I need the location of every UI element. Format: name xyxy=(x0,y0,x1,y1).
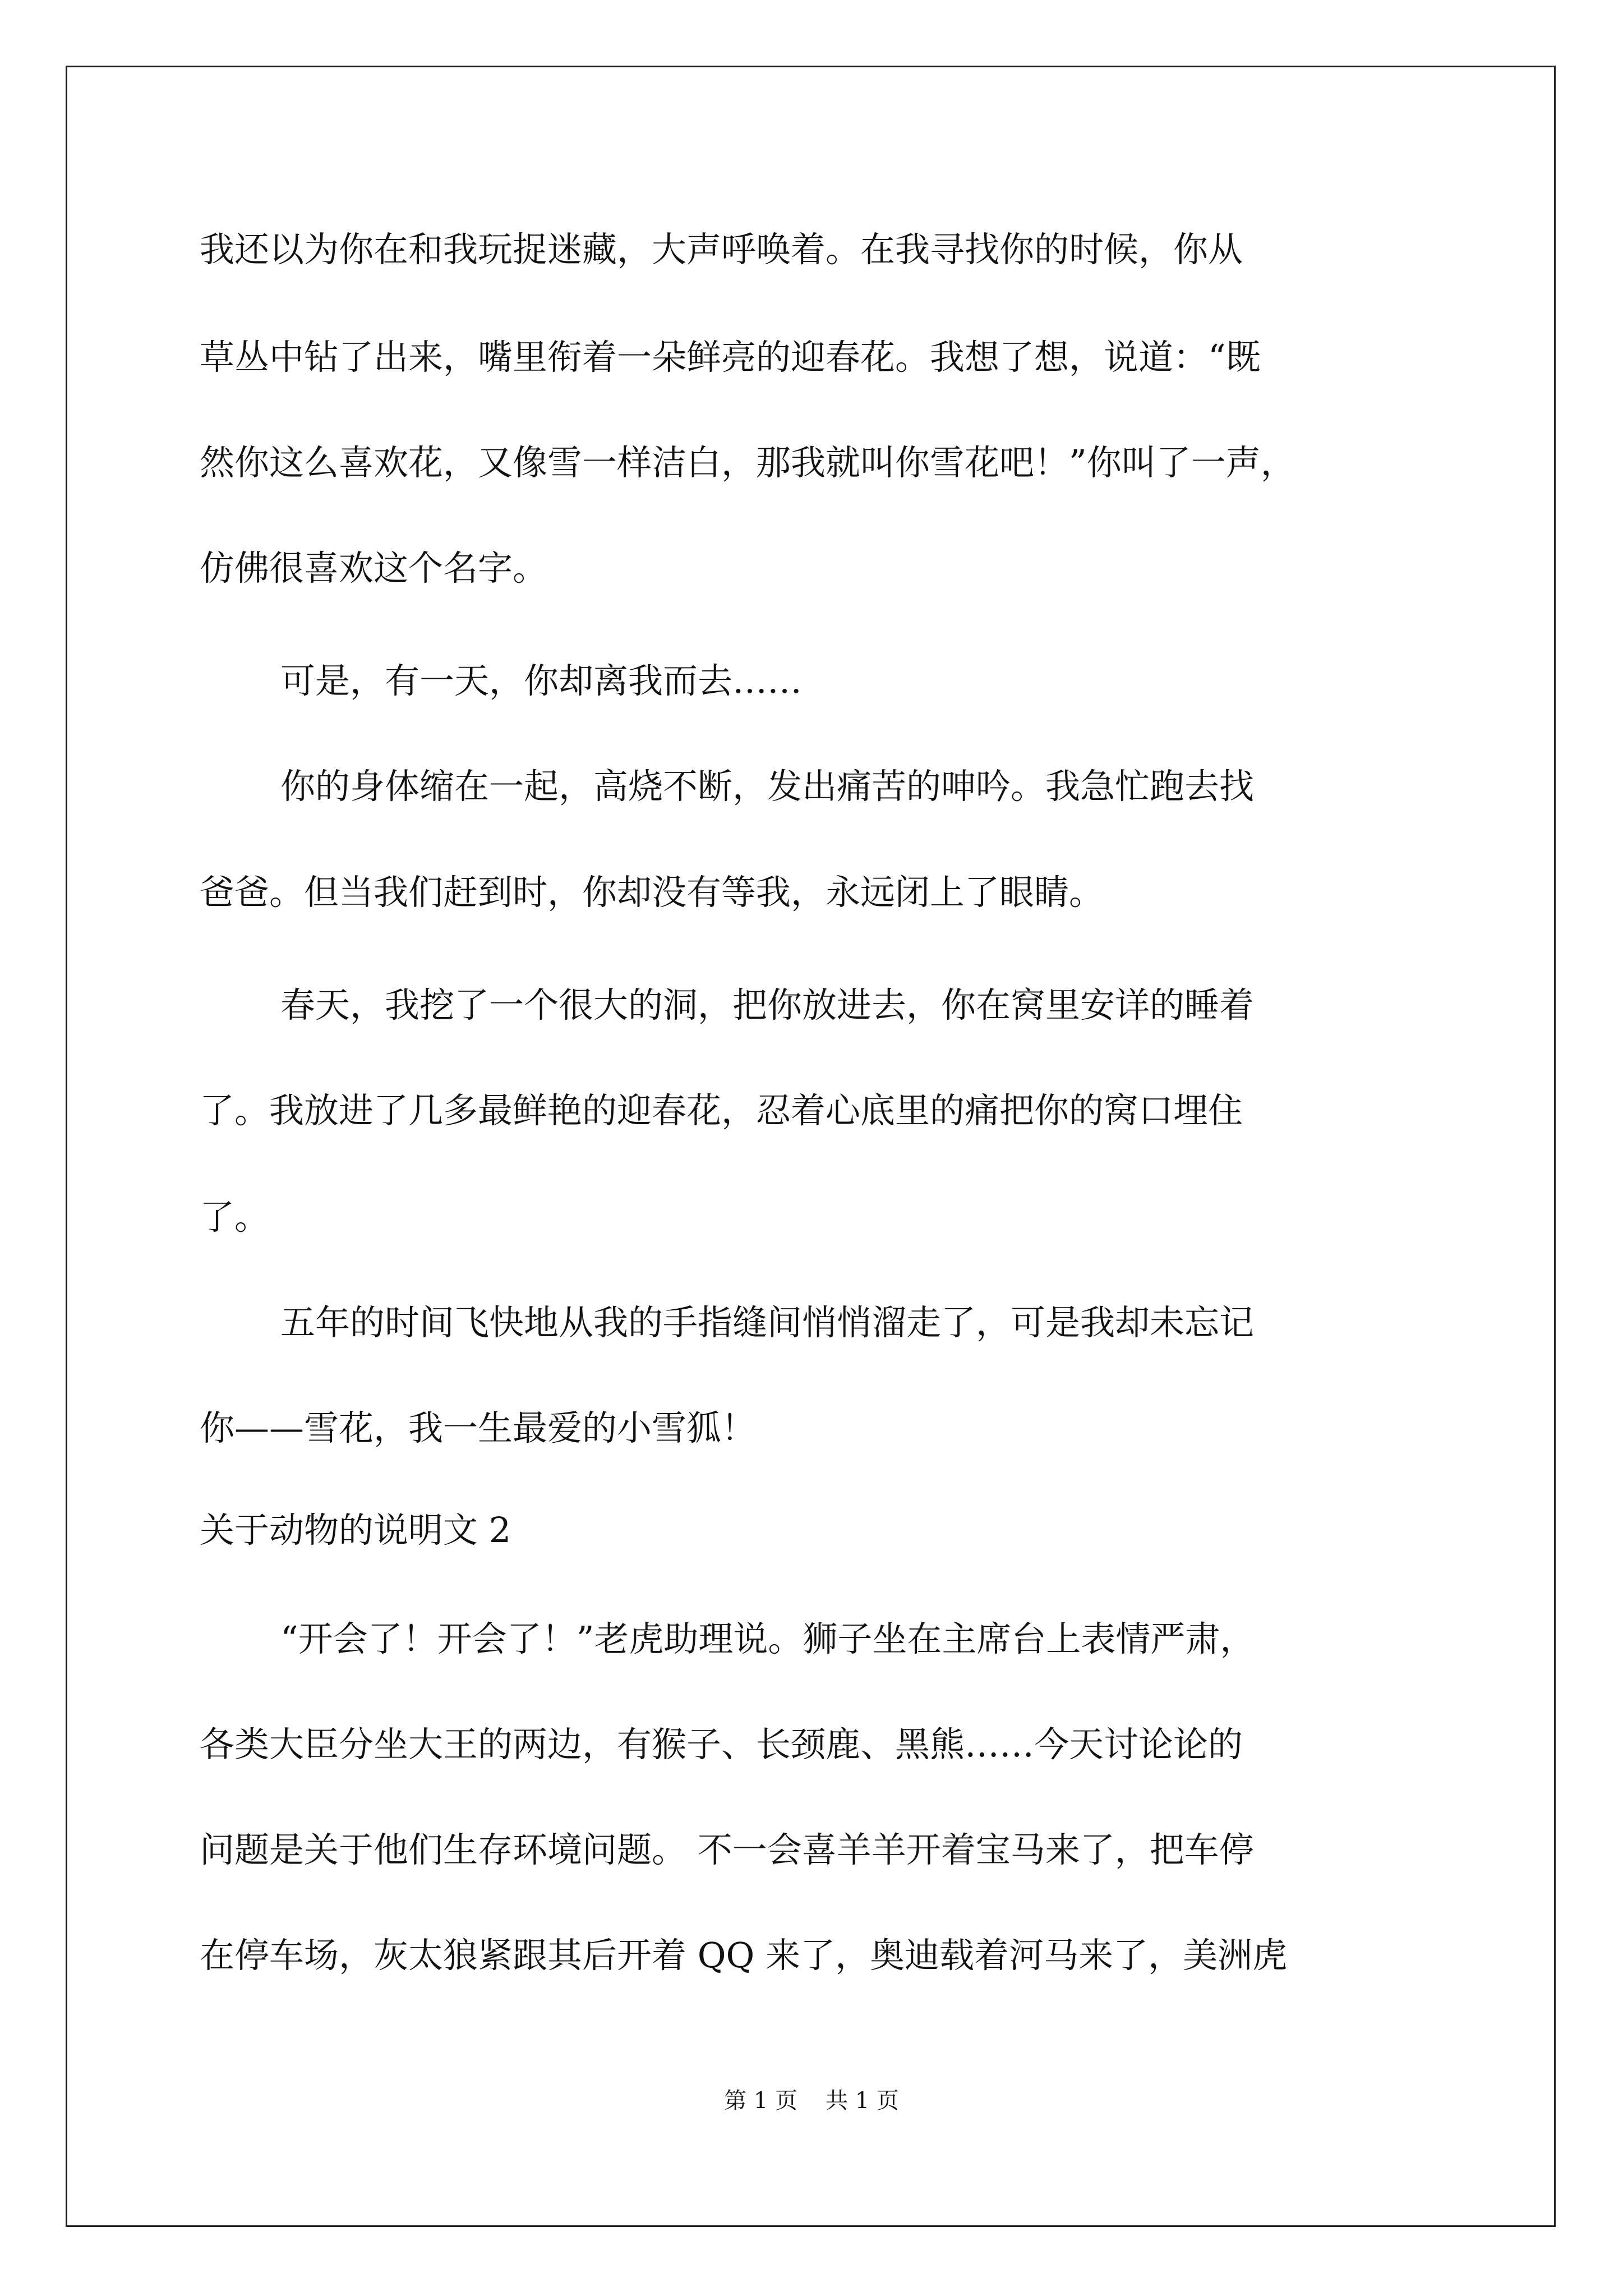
text-line: 春天，我挖了一个很大的洞，把你放进去，你在窝里安详的睡着 xyxy=(280,984,1255,1025)
text-line: 了。 xyxy=(200,1197,270,1237)
text-line: 五年的时间飞快地从我的手指缝间悄悄溜走了，可是我却未忘记 xyxy=(280,1302,1255,1343)
text-line: 然你这么喜欢花，又像雪一样洁白，那我就叫你雪花吧！”你叫了一声， xyxy=(200,442,1295,483)
text-line: 在停车场，灰太狼紧跟其后开着 QQ 来了，奥迪载着河马来了，美洲虎 xyxy=(200,1935,1288,1976)
text-line: 爸爸。但当我们赶到时，你却没有等我，永远闭上了眼睛。 xyxy=(200,872,1104,913)
page-footer xyxy=(0,2087,1623,2115)
text-line: “开会了！开会了！”老虎助理说。狮子坐在主席台上表情严肃， xyxy=(280,1618,1255,1659)
text-line: 草丛中钻了出来，嘴里衔着一朵鲜亮的迎春花。我想了想，说道：“既 xyxy=(200,337,1261,378)
section-heading: 关于动物的说明文 2 xyxy=(200,1510,511,1550)
text-line: 我还以为你在和我玩捉迷藏，大声呼唤着。在我寻找你的时候，你从 xyxy=(200,229,1243,270)
text-line: 问题是关于他们生存环境问题。 不一会喜羊羊开着宝马来了，把车停 xyxy=(200,1829,1254,1870)
page-total: 共 1 页 xyxy=(826,2088,899,2114)
text-line: 各类大臣分坐大王的两边，有猴子、长颈鹿、黑熊……今天讨论论的 xyxy=(200,1724,1243,1765)
page-border xyxy=(66,66,1556,2227)
text-line: 你——雪花，我一生最爱的小雪狐！ xyxy=(200,1407,757,1448)
page-number: 第 1 页 xyxy=(724,2088,797,2114)
text-line: 仿佛很喜欢这个名字。 xyxy=(200,547,548,588)
text-line: 可是，有一天，你却离我而去…… xyxy=(280,660,803,701)
text-line: 你的身体缩在一起，高烧不断，发出痛苦的呻吟。我急忙跑去找 xyxy=(280,766,1255,807)
text-line: 了。我放进了几多最鲜艳的迎春花，忍着心底里的痛把你的窝口埋住 xyxy=(200,1090,1243,1131)
